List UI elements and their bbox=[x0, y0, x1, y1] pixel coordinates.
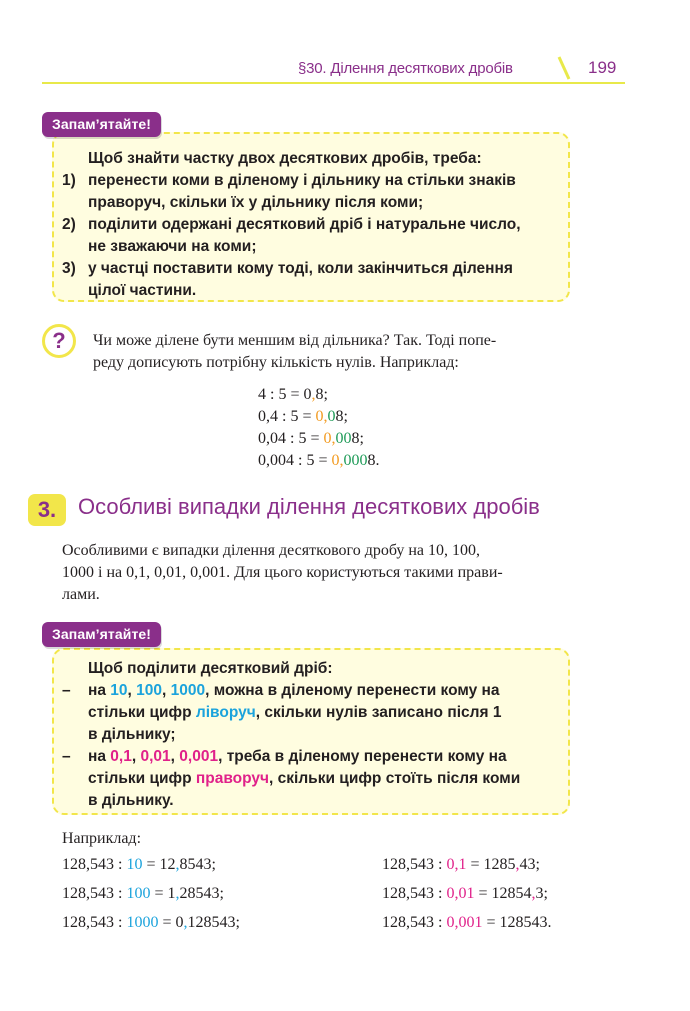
list-number: 3) bbox=[62, 260, 76, 277]
list-item-text: поділити одержані десятковий дріб і натуральне число, bbox=[88, 216, 521, 233]
remember2-intro: Щоб поділити десятковий дріб: bbox=[88, 660, 333, 677]
remember-text-1 bbox=[62, 148, 562, 299]
example-line bbox=[62, 885, 240, 914]
list-number: 1) bbox=[62, 172, 76, 189]
rule-text: , треба в діленому перенести кому на bbox=[218, 748, 507, 765]
list-item-text: у частці поставити кому тоді, коли закінчиться ділення bbox=[88, 260, 513, 277]
rule-sep: , bbox=[131, 748, 141, 765]
example-result: = 1 bbox=[150, 885, 176, 902]
rule-text: на bbox=[88, 748, 111, 765]
examples-left-column bbox=[62, 856, 240, 943]
rule-number: 1000 bbox=[170, 682, 206, 699]
example-dividend: 128,543 : bbox=[62, 914, 127, 931]
rule-line bbox=[88, 768, 520, 790]
remember-text-2 bbox=[62, 658, 562, 809]
paragraph-line: лами. bbox=[62, 586, 100, 603]
list-item-text: перенести коми в діленому і дільнику на стільки знаків bbox=[88, 172, 516, 189]
example-zero: 0 bbox=[323, 430, 332, 447]
example-line bbox=[382, 856, 551, 885]
rule-line bbox=[88, 746, 507, 768]
example-result: = 128543 bbox=[482, 914, 548, 931]
list-item-text: цілої частини. bbox=[88, 282, 197, 299]
remember-label-2: Запам’ятайте! bbox=[42, 622, 161, 647]
example-divisor: 0,001 bbox=[446, 914, 483, 931]
question-line: Чи може ділене бути меншим від дільника? Так. Тоді попе- bbox=[93, 332, 497, 349]
example-zero: 0 bbox=[303, 386, 312, 403]
example-line bbox=[258, 430, 379, 452]
example-punct: ; bbox=[359, 430, 364, 447]
rule-sep: , bbox=[127, 682, 137, 699]
rule-number: 0,1 bbox=[110, 748, 132, 765]
example-line bbox=[62, 914, 240, 943]
example-digit: 8 bbox=[315, 386, 324, 403]
rule-text: стільки цифр bbox=[88, 770, 196, 787]
rule-number: 100 bbox=[136, 682, 163, 699]
example-divisor: 10 bbox=[126, 856, 143, 873]
rule-text: на bbox=[88, 682, 111, 699]
example-dividend: 128,543 : bbox=[62, 856, 127, 873]
rule-text: стільки цифр bbox=[88, 704, 196, 721]
list-number: 2) bbox=[62, 216, 76, 233]
example-dividend: 128,543 : bbox=[382, 885, 447, 902]
rule-line: в дільнику. bbox=[88, 792, 174, 809]
rule-text: , можна в діленому перенести кому на bbox=[205, 682, 500, 699]
rule-line bbox=[88, 702, 501, 724]
example-result: = 12854 bbox=[474, 885, 532, 902]
rule-line bbox=[88, 680, 500, 702]
example-dividend: 128,543 : bbox=[382, 914, 447, 931]
rule-text: , скільки цифр стоїть після коми bbox=[269, 770, 521, 787]
example-line bbox=[382, 885, 551, 914]
examples-right-column bbox=[382, 856, 551, 943]
example-result: 3; bbox=[535, 885, 548, 902]
example-expression: 0,4 : 5 = bbox=[258, 408, 316, 425]
question-line: реду дописують потрібну кількість нулів. Наприклад: bbox=[93, 354, 459, 371]
header-rule bbox=[42, 82, 625, 84]
page-number: 199 bbox=[588, 58, 617, 77]
example-added-zeros: 00 bbox=[335, 430, 352, 447]
section-paragraph bbox=[62, 540, 632, 606]
question-text bbox=[93, 330, 628, 374]
rule-number: 0,001 bbox=[179, 748, 219, 765]
rule-line: в дільнику; bbox=[88, 726, 176, 743]
example-digit: 8 bbox=[367, 452, 376, 469]
remember1-intro: Щоб знайти частку двох десяткових дробів, треба: bbox=[88, 150, 482, 167]
example-added-zeros: 000 bbox=[343, 452, 368, 469]
example-expression: 0,004 : 5 = bbox=[258, 452, 332, 469]
example-line bbox=[382, 914, 551, 943]
list-dash: – bbox=[62, 682, 71, 699]
example-result: . bbox=[547, 914, 552, 931]
header-divider-slash-icon bbox=[557, 56, 571, 80]
rule-sep: , bbox=[170, 748, 180, 765]
example-comma: , bbox=[323, 408, 328, 425]
example-punct: ; bbox=[323, 386, 328, 403]
examples-block-1 bbox=[258, 386, 379, 474]
list-item-text: не зважаючи на коми; bbox=[88, 238, 257, 255]
example-digit: 8 bbox=[335, 408, 344, 425]
rule-number: 10 bbox=[110, 682, 128, 699]
example-line bbox=[258, 408, 379, 430]
example-result: 8543; bbox=[179, 856, 216, 873]
example-dividend: 128,543 : bbox=[62, 885, 127, 902]
rule-text: , скільки нулів записано після 1 bbox=[255, 704, 502, 721]
example-punct: . bbox=[375, 452, 380, 469]
section-title: Особливі випадки ділення десяткових дробів bbox=[78, 494, 540, 519]
example-divisor: 100 bbox=[126, 885, 151, 902]
example-line bbox=[258, 452, 379, 474]
examples-label: Наприклад: bbox=[62, 830, 142, 847]
rule-direction: праворуч bbox=[195, 770, 270, 787]
example-divisor: 1000 bbox=[126, 914, 159, 931]
question-icon: ? bbox=[42, 324, 76, 358]
example-comma: , bbox=[331, 430, 336, 447]
example-result: 43; bbox=[519, 856, 540, 873]
example-line bbox=[62, 856, 240, 885]
example-comma: , bbox=[531, 885, 536, 902]
example-comma: , bbox=[339, 452, 344, 469]
example-result: 28543; bbox=[179, 885, 224, 902]
list-item-text: праворуч, скільки їх у дільнику після коми; bbox=[88, 194, 424, 211]
example-result: = 12 bbox=[142, 856, 176, 873]
example-comma: , bbox=[175, 885, 180, 902]
section-number: 3. bbox=[28, 494, 66, 526]
example-added-zeros: 0 bbox=[327, 408, 336, 425]
paragraph-line: Особливими є випадки ділення десяткового дробу на 10, 100, bbox=[62, 542, 481, 559]
example-comma: , bbox=[183, 914, 188, 931]
example-zero: 0 bbox=[331, 452, 340, 469]
running-header-title: §30. Ділення десяткових дробів bbox=[298, 60, 513, 77]
example-divisor: 0,01 bbox=[446, 885, 475, 902]
remember-label-1: Запам’ятайте! bbox=[42, 112, 161, 137]
example-result: = 0 bbox=[158, 914, 184, 931]
example-zero: 0 bbox=[315, 408, 324, 425]
example-result: = 1285 bbox=[466, 856, 516, 873]
example-comma: , bbox=[515, 856, 520, 873]
example-dividend: 128,543 : bbox=[382, 856, 447, 873]
example-result: 128543; bbox=[187, 914, 240, 931]
example-expression: 0,04 : 5 = bbox=[258, 430, 324, 447]
example-line bbox=[258, 386, 379, 408]
rule-direction: ліворуч bbox=[195, 704, 256, 721]
list-dash: – bbox=[62, 748, 71, 765]
example-comma: , bbox=[175, 856, 180, 873]
rule-sep: , bbox=[162, 682, 171, 699]
example-expression: 4 : 5 = bbox=[258, 386, 304, 403]
example-digit: 8 bbox=[351, 430, 360, 447]
example-divisor: 0,1 bbox=[446, 856, 467, 873]
example-comma: , bbox=[311, 386, 316, 403]
rule-number: 0,01 bbox=[140, 748, 171, 765]
paragraph-line: 1000 і на 0,1, 0,01, 0,001. Для цього користуються такими прави- bbox=[62, 564, 503, 581]
example-punct: ; bbox=[343, 408, 348, 425]
